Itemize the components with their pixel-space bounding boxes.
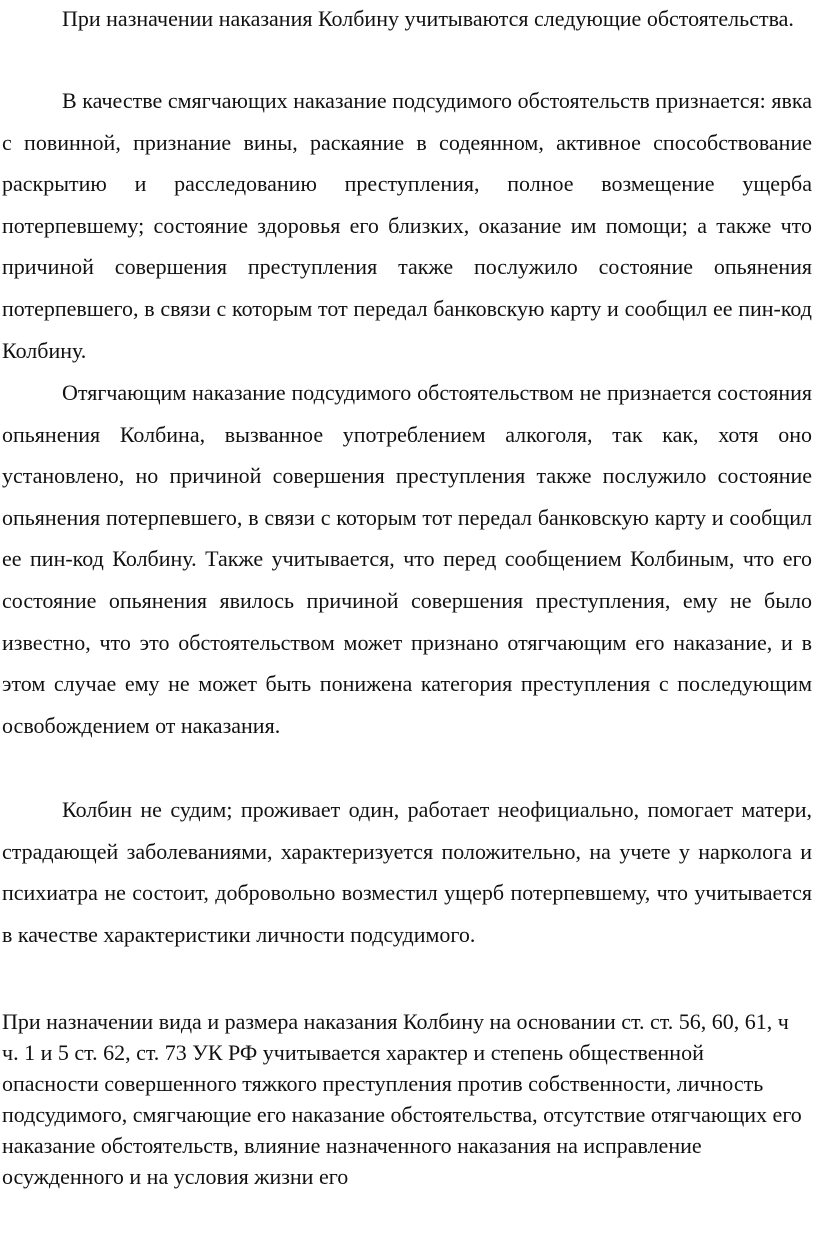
paragraph-aggravating-circumstances: Отягчающим наказание подсудимого обстоятельством не признается состояния опьянения Колбина, вызванное употреблением алкоголя, так как, хотя оно установлено, но причиной совершения преступления также послужило состояние опьянения потерпевшего, в связи с которым тот передал банковскую карту и сообщил ее пин-код Колбину. Также учитывается, что перед сообщением Колбиным, что его состояние опьянения явилось причиной совершения преступления, ему не было известно, что это обстоятельством может признано отягчающим его наказание, и в этом случае ему не может быть понижена категория преступления с последующим освобождением от наказания. bbox=[2, 380, 812, 738]
paragraph-sentencing-basis: При назначении вида и размера наказания Колбину на основании ст. ст. 56, 60, 61, ч ч. 1 и 5 ст. 62, ст. 73 УК РФ учитывается характер и степень общественной опасности совершенного тяжкого преступления против собственности, личность подсудимого, смягчающие его наказание обстоятельства, отсутствие отягчающих его наказание обстоятельств, влияние назначенного наказания на исправление осужденного и на условия жизни его bbox=[2, 1009, 802, 1189]
paragraph-defendant-characteristics: Колбин не судим; проживает один, работает неофициально, помогает матери, страдающей заболеваниями, характеризуется положительно, на учете у нарколога и психиатра не состоит, добровольно возместил ущерб потерпевшему, что учитывается в качестве характеристики личности подсудимого. bbox=[2, 797, 812, 947]
paragraph-circumstances-intro: При назначении наказания Колбину учитываются следующие обстоятельства. bbox=[62, 6, 794, 31]
paragraph-mitigating-circumstances: В качестве смягчающих наказание подсудимого обстоятельств признается: явка с повинной, признание вины, раскаяние в содеянном, активное способствование раскрытию и расследованию преступления, полное возмещение ущерба потерпевшему; состояние здоровья его близких, оказание им помощи; а также что причиной совершения преступления также послужило состояние опьянения потерпевшего, в связи с которым тот передал банковскую карту и сообщил ее пин-код Колбину. bbox=[2, 88, 812, 363]
